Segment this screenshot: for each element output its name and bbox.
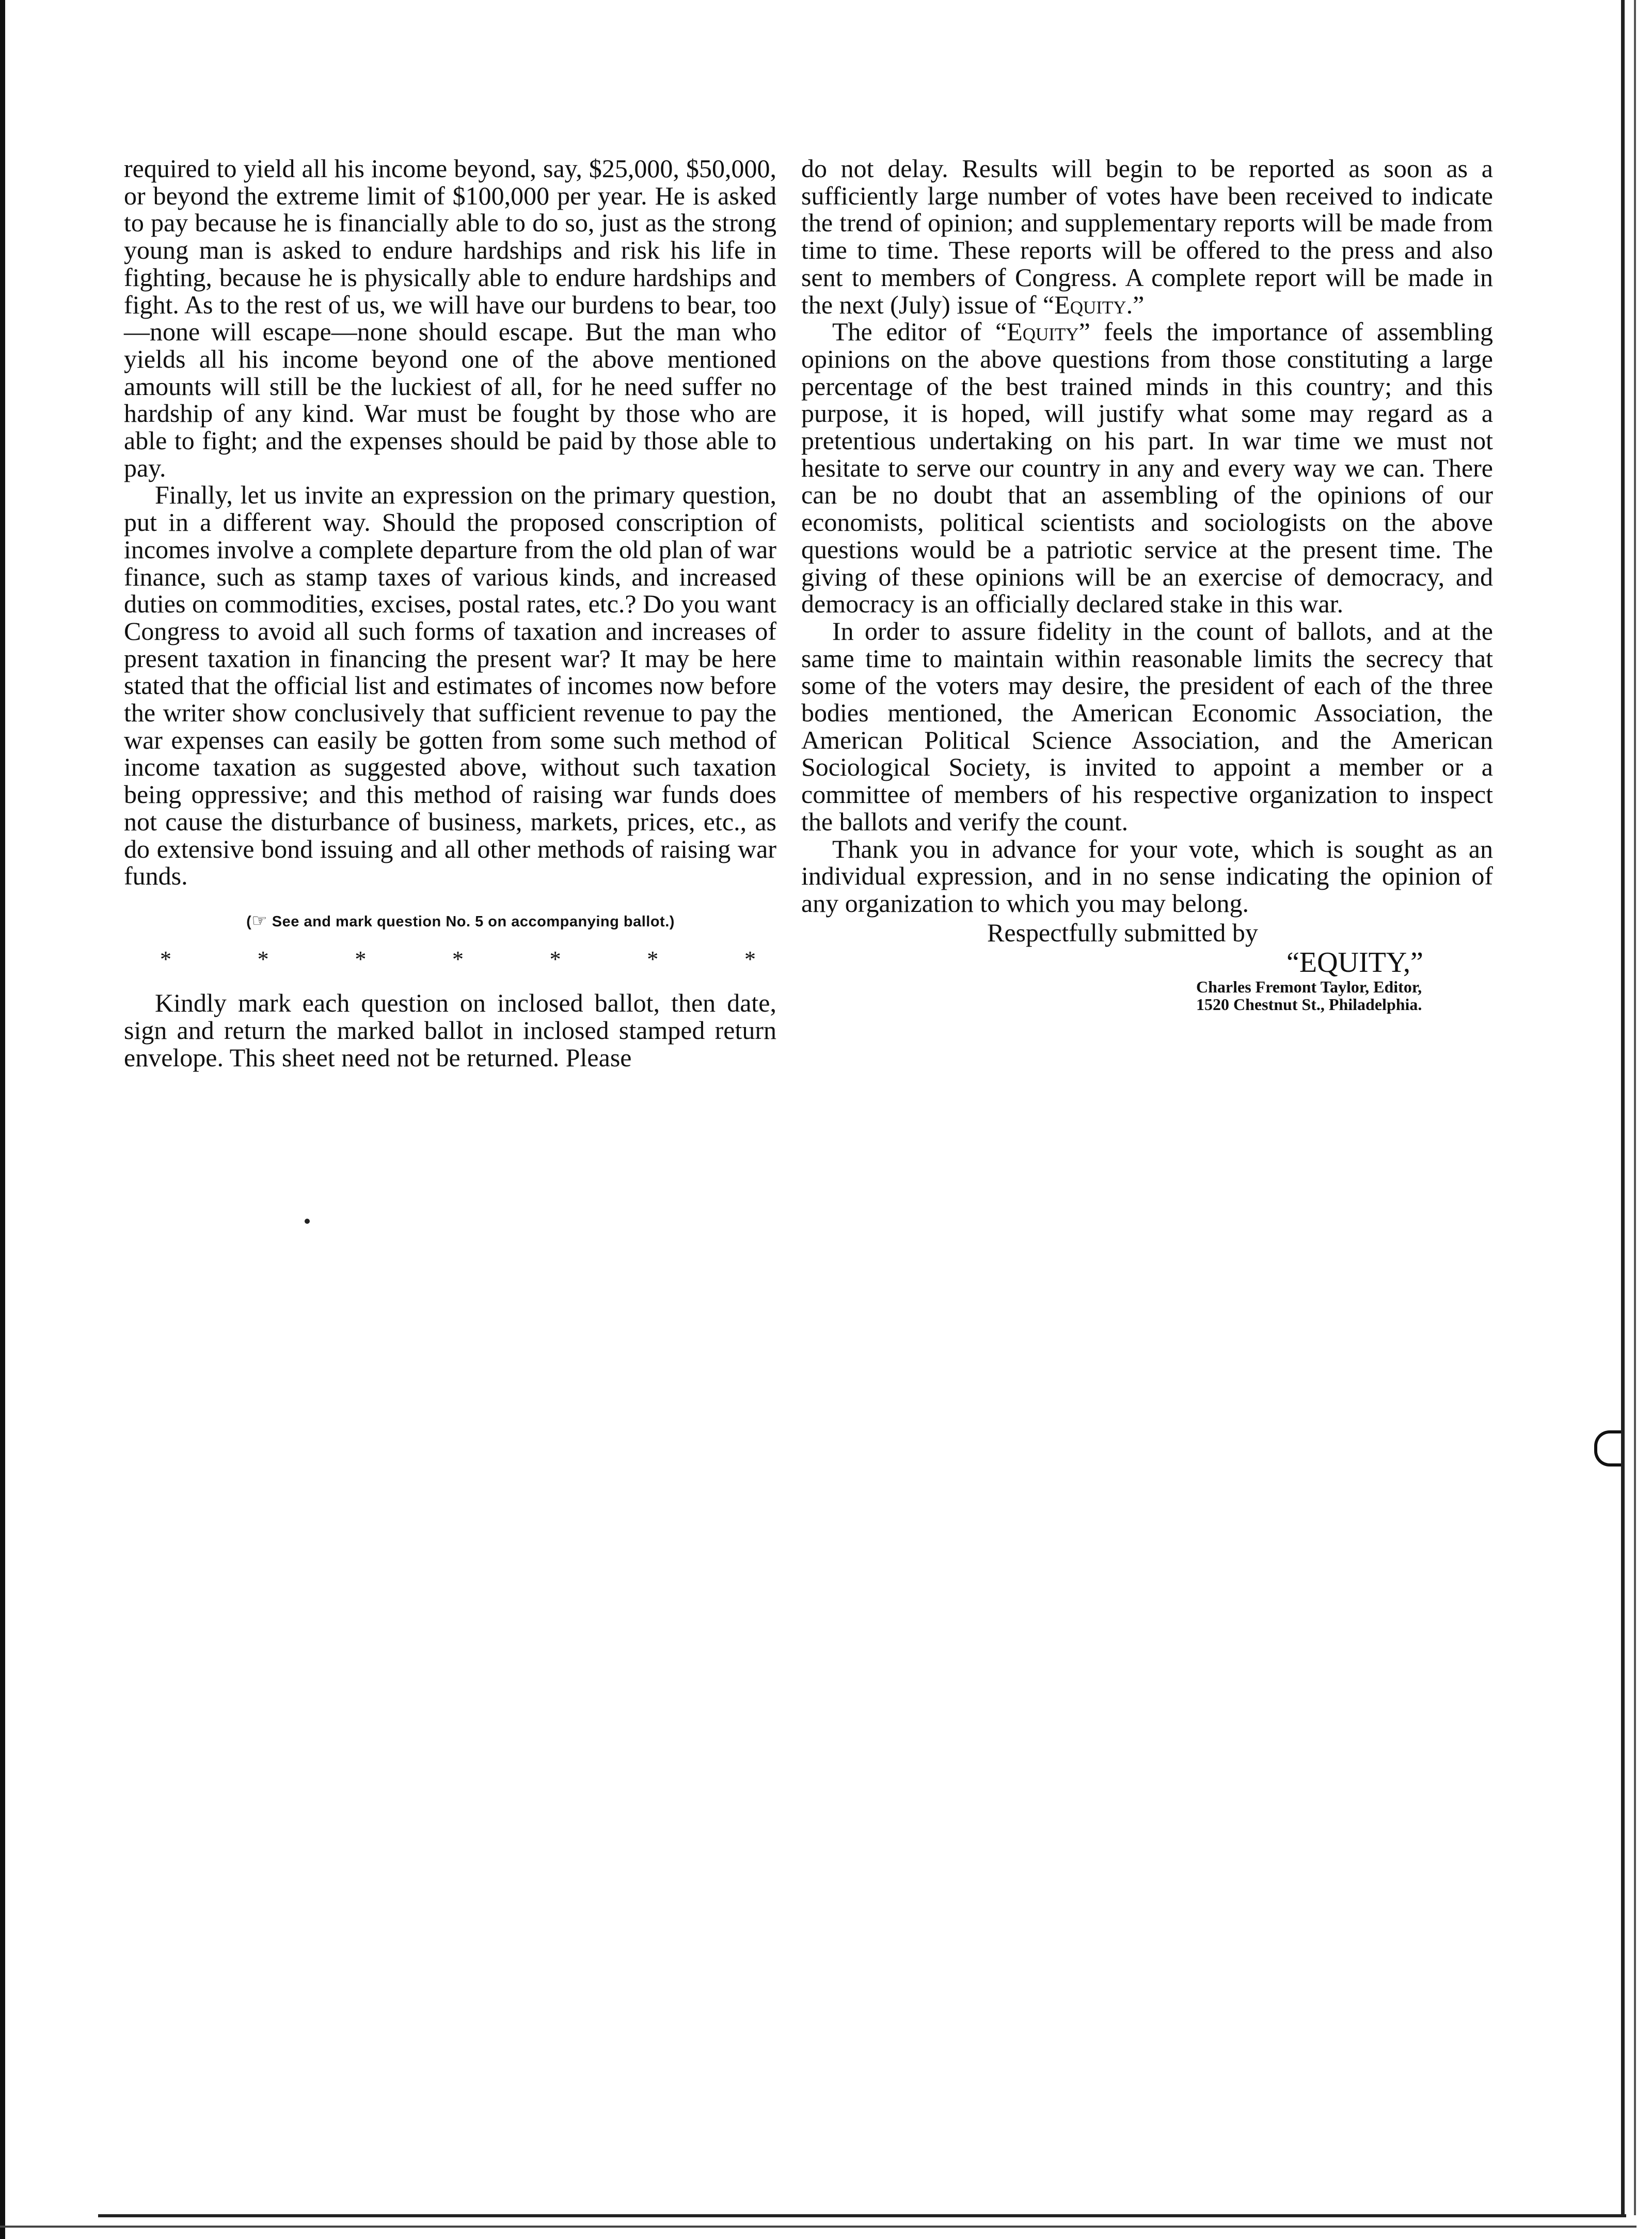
signature-address: 1520 Chestnut St., Philadelphia. <box>1196 995 1422 1014</box>
right-paragraph-2-start: The editor of “ <box>832 317 1007 346</box>
right-column <box>801 155 1493 1013</box>
right-paragraph-1-text: do not delay. Results will begin to be reported as soon as a sufficiently large number of votes have been received to indicate the trend of opinion; and supplementary reports will be made from time to time. These reports will be offered to the press and also sent to members of Congress. A complete report will be made in the next (July) issue of “ <box>801 154 1493 319</box>
divider-star: * <box>452 946 464 972</box>
left-paragraph-1: required to yield all his income beyond, say, $25,000, $50,000, or beyond the extreme limit of $100,000 per year. He is asked to pay because he is financially able to do so, just as the strong young man is asked to endure hardships and risk his life in fighting, because he is physically able to endure hardships and fight. As to the rest of us, we will have our burdens to bear, too—none will escape—none should escape. But the man who yields all his income beyond one of the above mentioned amounts will still be the luckiest of all, for he need suffer no hardship of any kind. War must be fought by those who are able to fight; and the expenses should be paid by those able to pay. <box>124 154 776 482</box>
ballot-note-text: See and mark question No. 5 on accompanying ballot. <box>272 913 670 930</box>
right-paragraph-3: In order to assure fidelity in the count of ballots, and at the same time to maintain within reasonable limits the secrecy that some of the voters may desire, the president of each of the three bodies mentioned, the American Economic Association, the American Political Science Association, and the American Sociological Society, is invited to appoint a member or a committee of members of his respective organization to inspect the ballots and verify the count. <box>801 616 1493 836</box>
equity-title: Equity <box>1007 317 1079 346</box>
divider-star: * <box>549 946 561 972</box>
pointing-hand-icon: ☞ <box>251 910 268 931</box>
ballot-note: (☞ See and mark question No. 5 on accompanying ballot.) <box>246 910 675 931</box>
divider-star: * <box>160 946 171 972</box>
right-paragraph-4: Thank you in advance for your vote, which is sought as an individual expression, and in no sense indicating the opinion of any organization to which you may belong. <box>801 834 1493 918</box>
left-column <box>124 155 776 1071</box>
signature-editor: Charles Fremont Taylor, Editor, <box>1196 977 1422 997</box>
section-divider-stars <box>124 946 776 973</box>
signature-block <box>801 919 1493 1014</box>
divider-star: * <box>744 946 756 972</box>
scan-edge-right-inner <box>1634 0 1636 2215</box>
right-paragraph-2 <box>801 318 1493 618</box>
equity-title: Equity <box>1054 290 1126 319</box>
scan-edge-bottom <box>98 2214 1626 2217</box>
right-paragraph-1-end: .” <box>1126 290 1145 319</box>
right-paragraph-1 <box>801 155 1493 318</box>
divider-star: * <box>647 946 659 972</box>
scan-speck <box>305 1219 310 1224</box>
scan-edge-bottom-inner <box>0 2226 1637 2228</box>
scan-clip-mark <box>1594 1430 1621 1467</box>
signature-submitted-by: Respectfully submitted by <box>987 918 1258 947</box>
left-paragraph-2: Finally, let us invite an expression on the primary question, put in a different way. Should the proposed conscription of incomes involve a complete departure from the old plan of war finance, such as stamp taxes of various kinds, and increased duties on commodities, excises, postal rates, etc.? Do you want Congress to avoid all such forms of taxation and increases of present taxation in financing the present war? It may be here stated that the official list and estimates of incomes now before the writer show conclusively that sufficient revenue to pay the war expenses can easily be gotten from some such method of income taxation as suggested above, without such taxation being oppressive; and this method of raising war funds does not cause the disturbance of business, markets, prices, etc., as do extensive bond issuing and all other methods of raising war funds. <box>124 480 776 891</box>
left-closing-paragraph: Kindly mark each question on inclosed ballot, then date, sign and return the marked ballot in inclosed stamped return envelope. This sheet need not be returned. Please <box>124 988 776 1072</box>
signature-name: “EQUITY,” <box>1286 947 1423 979</box>
divider-star: * <box>355 946 367 972</box>
scan-edge-left <box>0 0 5 2239</box>
scan-edge-right <box>1621 0 1625 2215</box>
right-paragraph-2-text: ” feels the importance of assembling opinions on the above questions from those constituting a large percentage of the best trained minds in this country; and this purpose, it is hoped, will justify what some may regard as a pretentious undertaking on his part. In war time we must not hesitate to serve our country in any and every way we can. There can be no doubt that an assembling of the opinions of our economists, political scientists and sociologists on the above questions would be a patriotic service at the present time. The giving of these opinions will be an exercise of democracy, and democracy is an officially declared stake in this war. <box>801 317 1493 619</box>
divider-star: * <box>257 946 269 972</box>
